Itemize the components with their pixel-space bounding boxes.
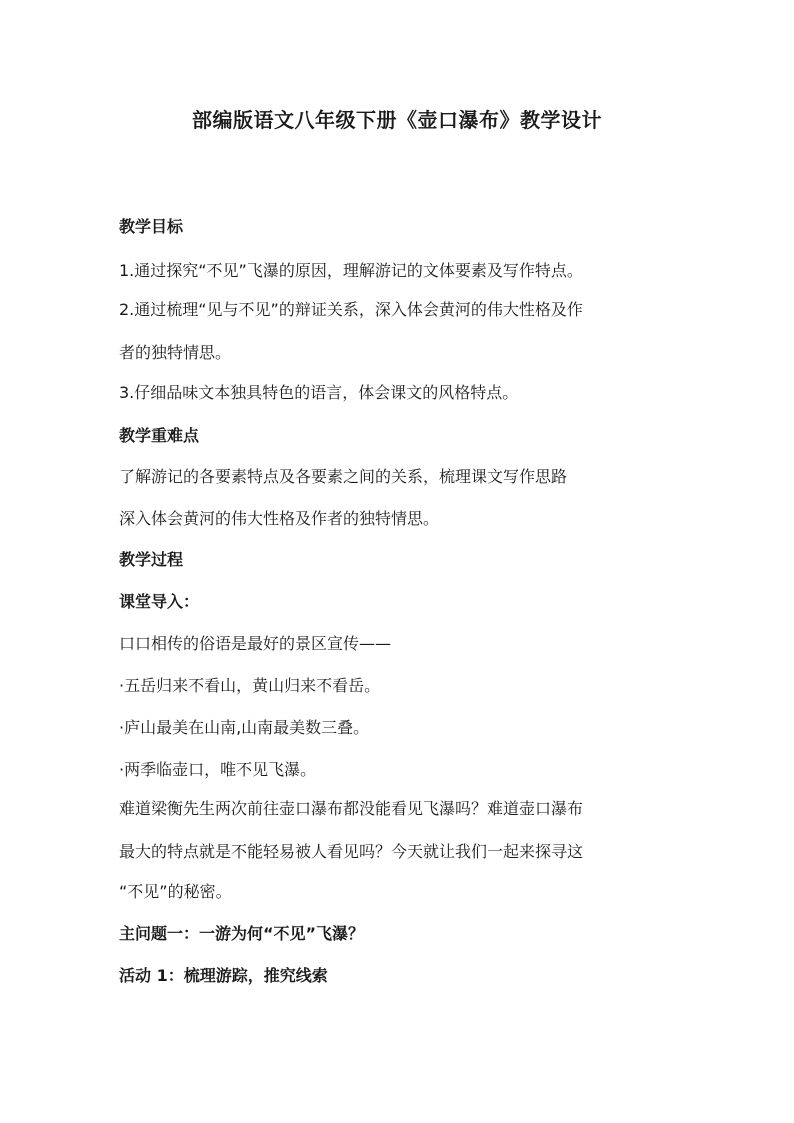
saying-item-1: ·五岳归来不看山，黄山归来不看岳。 (119, 676, 381, 695)
activity-1: 活动 1：梳理游踪，推究线索 (119, 966, 328, 985)
saying-item-3: ·两季临壶口，唯不见飞瀑。 (119, 760, 317, 779)
goal-item-2: 2.通过梳理“见与不见”的辩证关系，深入体会黄河的伟大性格及作 (119, 300, 583, 319)
key-point-1: 了解游记的各要素特点及各要素之间的关系，梳理课文写作思路 (119, 467, 568, 486)
goal-item-1: 1.通过探究“不见”飞瀑的原因，理解游记的文体要素及写作特点。 (119, 261, 583, 280)
heading-key-difficult-points: 教学重难点 (119, 426, 200, 445)
heading-teaching-process: 教学过程 (119, 550, 184, 569)
document-title: 部编版语文八年级下册《壶口瀑布》教学设计 (192, 108, 602, 132)
heading-teaching-goals: 教学目标 (119, 217, 184, 236)
intro-text: 口口相传的俗语是最好的景区宣传—— (119, 634, 392, 653)
goal-item-2-continued: 者的独特情思。 (119, 343, 232, 362)
key-point-2: 深入体会黄河的伟大性格及作者的独特情思。 (119, 509, 440, 528)
goal-item-3: 3.仔细品味文本独具特色的语言，体会课文的风格特点。 (119, 383, 519, 402)
heading-class-introduction: 课堂导入： (119, 592, 200, 611)
intro-paragraph-line-3: “不见”的秘密。 (119, 882, 232, 901)
intro-paragraph-line-2: 最大的特点就是不能轻易被人看见吗？今天就让我们一起来探寻这 (119, 842, 584, 861)
saying-item-2: ·庐山最美在山南,山南最美数三叠。 (119, 718, 370, 737)
main-question-1: 主问题一：一游为何“不见”飞瀑？ (119, 924, 365, 943)
intro-paragraph-line-1: 难道梁衡先生两次前往壶口瀑布都没能看见飞瀑吗？难道壶口瀑布 (119, 799, 584, 818)
